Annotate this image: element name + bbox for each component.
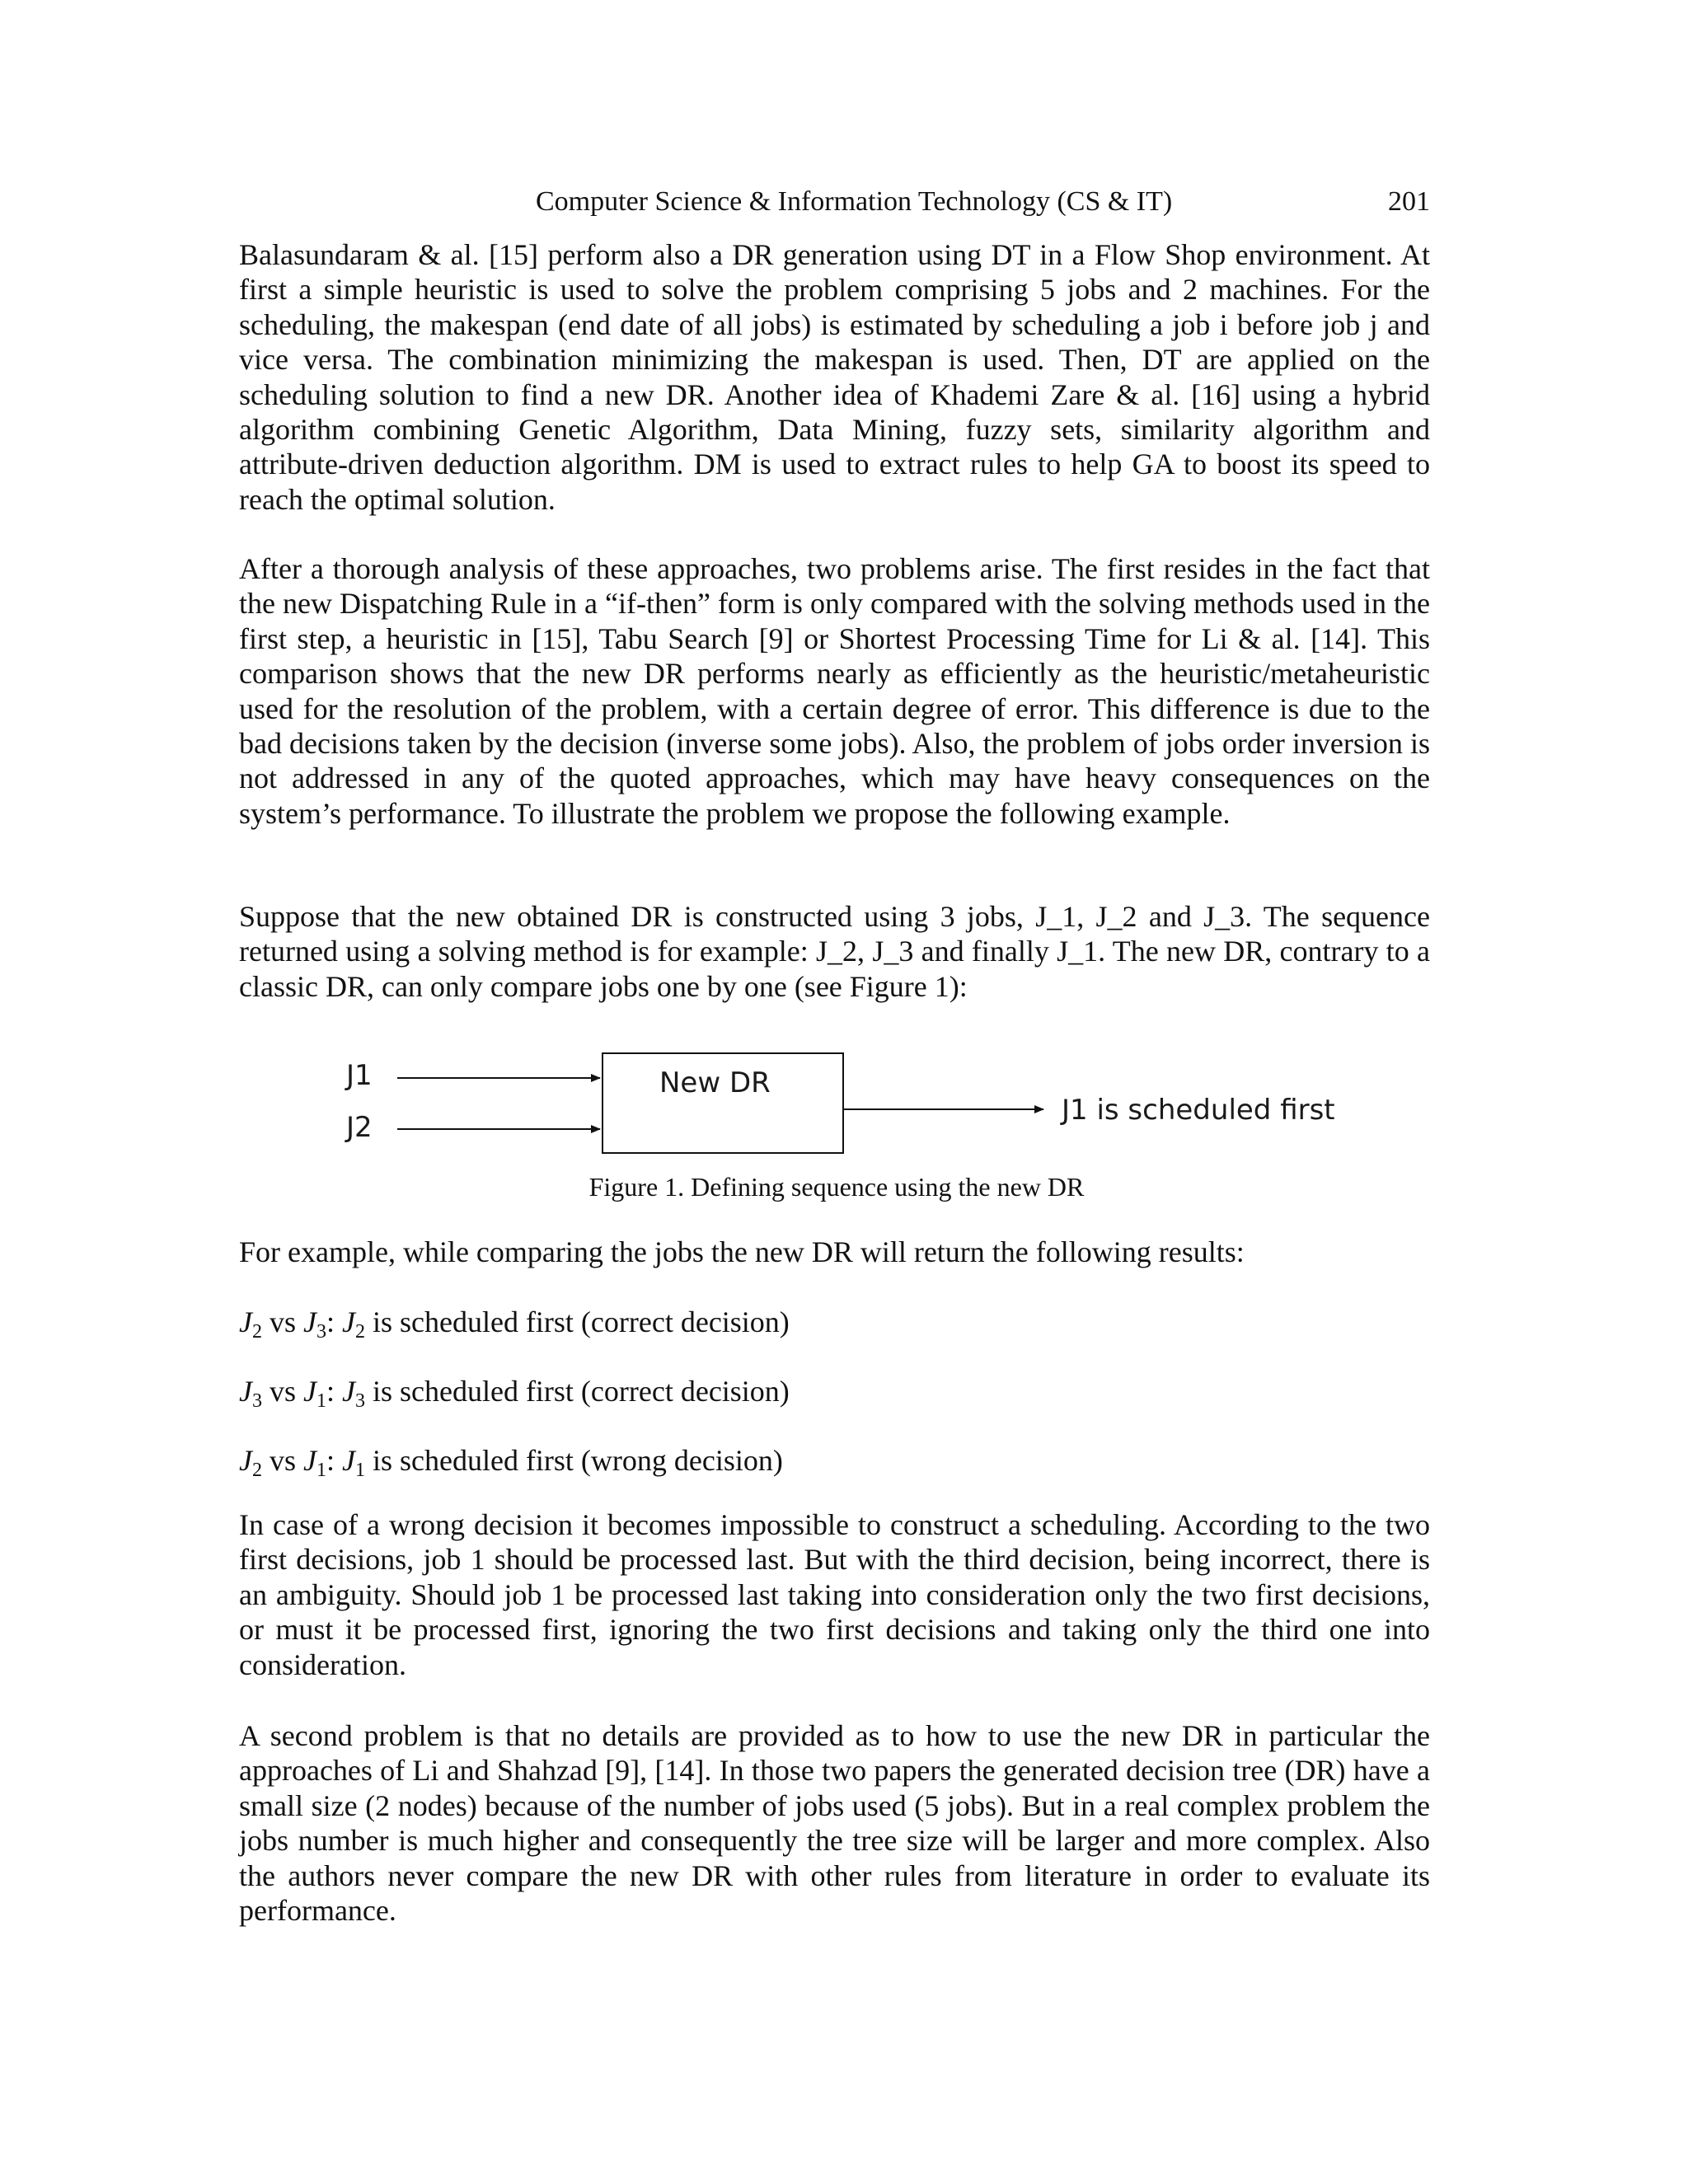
paragraph-example-setup: Suppose that the new obtained DR is constructed using 3 jobs, J_1, J_2 and J_3. The sequence returned using a solving method is for example: J_2, J_3 and finally J_1. The new DR, contrary to a classic DR, can only compare jobs one by one (see Figure 1): xyxy=(239,900,1430,1003)
paragraph-analysis: After a thorough analysis of these approaches, two problems arise. The first resides in the fact that the new Dispatching Rule in a “if-then” form is only compared with the solving methods used in the first step, a heuristic in [15], Tabu Search [9] or Shortest Processing Time for Li & al. [14]. This comparison shows that the new DR performs nearly as efficiently as the heuristic/metaheuristic used for the resolution of the problem, with a certain degree of error. This difference is due to the bad decisions taken by the decision (inverse some jobs). Also, the problem of jobs order inversion is not addressed in any of the quoted approaches, which may have heavy consequences on the system’s performance. To illustrate the problem we propose the following example. xyxy=(239,552,1430,830)
job-subscript: 2 xyxy=(251,1460,262,1481)
vs-text: vs xyxy=(269,1305,296,1338)
colon: : xyxy=(326,1444,335,1477)
decision-line xyxy=(239,1443,783,1481)
figure-output-label: J1 is scheduled first xyxy=(1062,1094,1335,1127)
colon: : xyxy=(326,1375,335,1408)
job-symbol: J xyxy=(303,1444,316,1477)
vs-text: vs xyxy=(269,1375,296,1408)
journal-title: Computer Science & Information Technology (CS & IT) xyxy=(536,186,1173,217)
decision-result: is scheduled first (correct decision) xyxy=(364,1305,790,1338)
figure-caption-text: Figure 1. Defining sequence using the new DR xyxy=(588,1172,1085,1202)
job-subscript: 1 xyxy=(316,1460,326,1481)
colon: : xyxy=(326,1305,335,1338)
job-symbol: J xyxy=(239,1444,252,1477)
job-symbol: J xyxy=(239,1375,252,1408)
job-subscript: 3 xyxy=(354,1390,365,1412)
figure-caption xyxy=(0,1170,1688,1203)
paragraph-balasundaram: Balasundaram & al. [15] perform also a DR generation using DT in a Flow Shop environment. At first a simple heuristic is used to solve the problem comprising 5 jobs and 2 machines. For the scheduling, the makespan (end date of all jobs) is estimated by scheduling a job i before job j and vice versa. The combination minimizing the makespan is used. Then, DT are applied on the scheduling solution to find a new DR. Another idea of Khademi Zare & al. [16] using a hybrid algorithm combining Genetic Algorithm, Data Mining, fuzzy sets, similarity algorithm and attribute-driven deduction algorithm. DM is used to extract rules to help GA to boost its speed to reach the optimal solution. xyxy=(239,238,1430,516)
job-symbol: J xyxy=(303,1375,316,1408)
decision-result: is scheduled first (wrong decision) xyxy=(364,1444,783,1477)
figure-input-j1: J1 xyxy=(346,1059,373,1092)
job-subscript: 2 xyxy=(251,1321,262,1343)
job-subscript: 3 xyxy=(251,1390,262,1412)
job-subscript: 2 xyxy=(354,1321,365,1343)
job-subscript: 1 xyxy=(316,1390,326,1412)
job-subscript: 3 xyxy=(316,1321,326,1343)
paragraph-results-intro: For example, while comparing the jobs the new DR will return the following results: xyxy=(239,1235,1245,1268)
decision-line xyxy=(239,1374,790,1412)
paragraph-wrong-decision: In case of a wrong decision it becomes impossible to construct a scheduling. According to the two first decisions, job 1 should be processed last. But with the third decision, being incorrect, there is an ambiguity. Should job 1 be processed last taking into consideration only the two first decisions, or must it be processed first, ignoring the two first decisions and taking only the third one into consideration. xyxy=(239,1508,1430,1681)
job-subscript: 1 xyxy=(354,1460,365,1481)
decision-result: is scheduled first (correct decision) xyxy=(364,1375,790,1408)
job-symbol: J xyxy=(342,1375,355,1408)
job-symbol: J xyxy=(342,1444,355,1477)
running-header xyxy=(239,183,1430,221)
paragraph-second-problem: A second problem is that no details are provided as to how to use the new DR in particular the approaches of Li and Shahzad [9], [14]. In those two papers the generated decision tree (DR) have a small size (2 nodes) because of the number of jobs used (5 jobs). But in a real complex problem the jobs number is much higher and consequently the tree size will be larger and more complex. Also the authors never compare the new DR with other rules from literature in order to evaluate its performance. xyxy=(239,1719,1430,1928)
vs-text: vs xyxy=(269,1444,296,1477)
figure-box-label: New DR xyxy=(659,1066,771,1099)
job-symbol: J xyxy=(303,1305,316,1338)
new-dr-box xyxy=(603,1053,843,1153)
page-number: 201 xyxy=(1388,186,1430,217)
job-symbol: J xyxy=(239,1305,252,1338)
decision-line xyxy=(239,1305,790,1343)
figure-input-j2: J2 xyxy=(346,1111,373,1144)
job-symbol: J xyxy=(342,1305,355,1338)
